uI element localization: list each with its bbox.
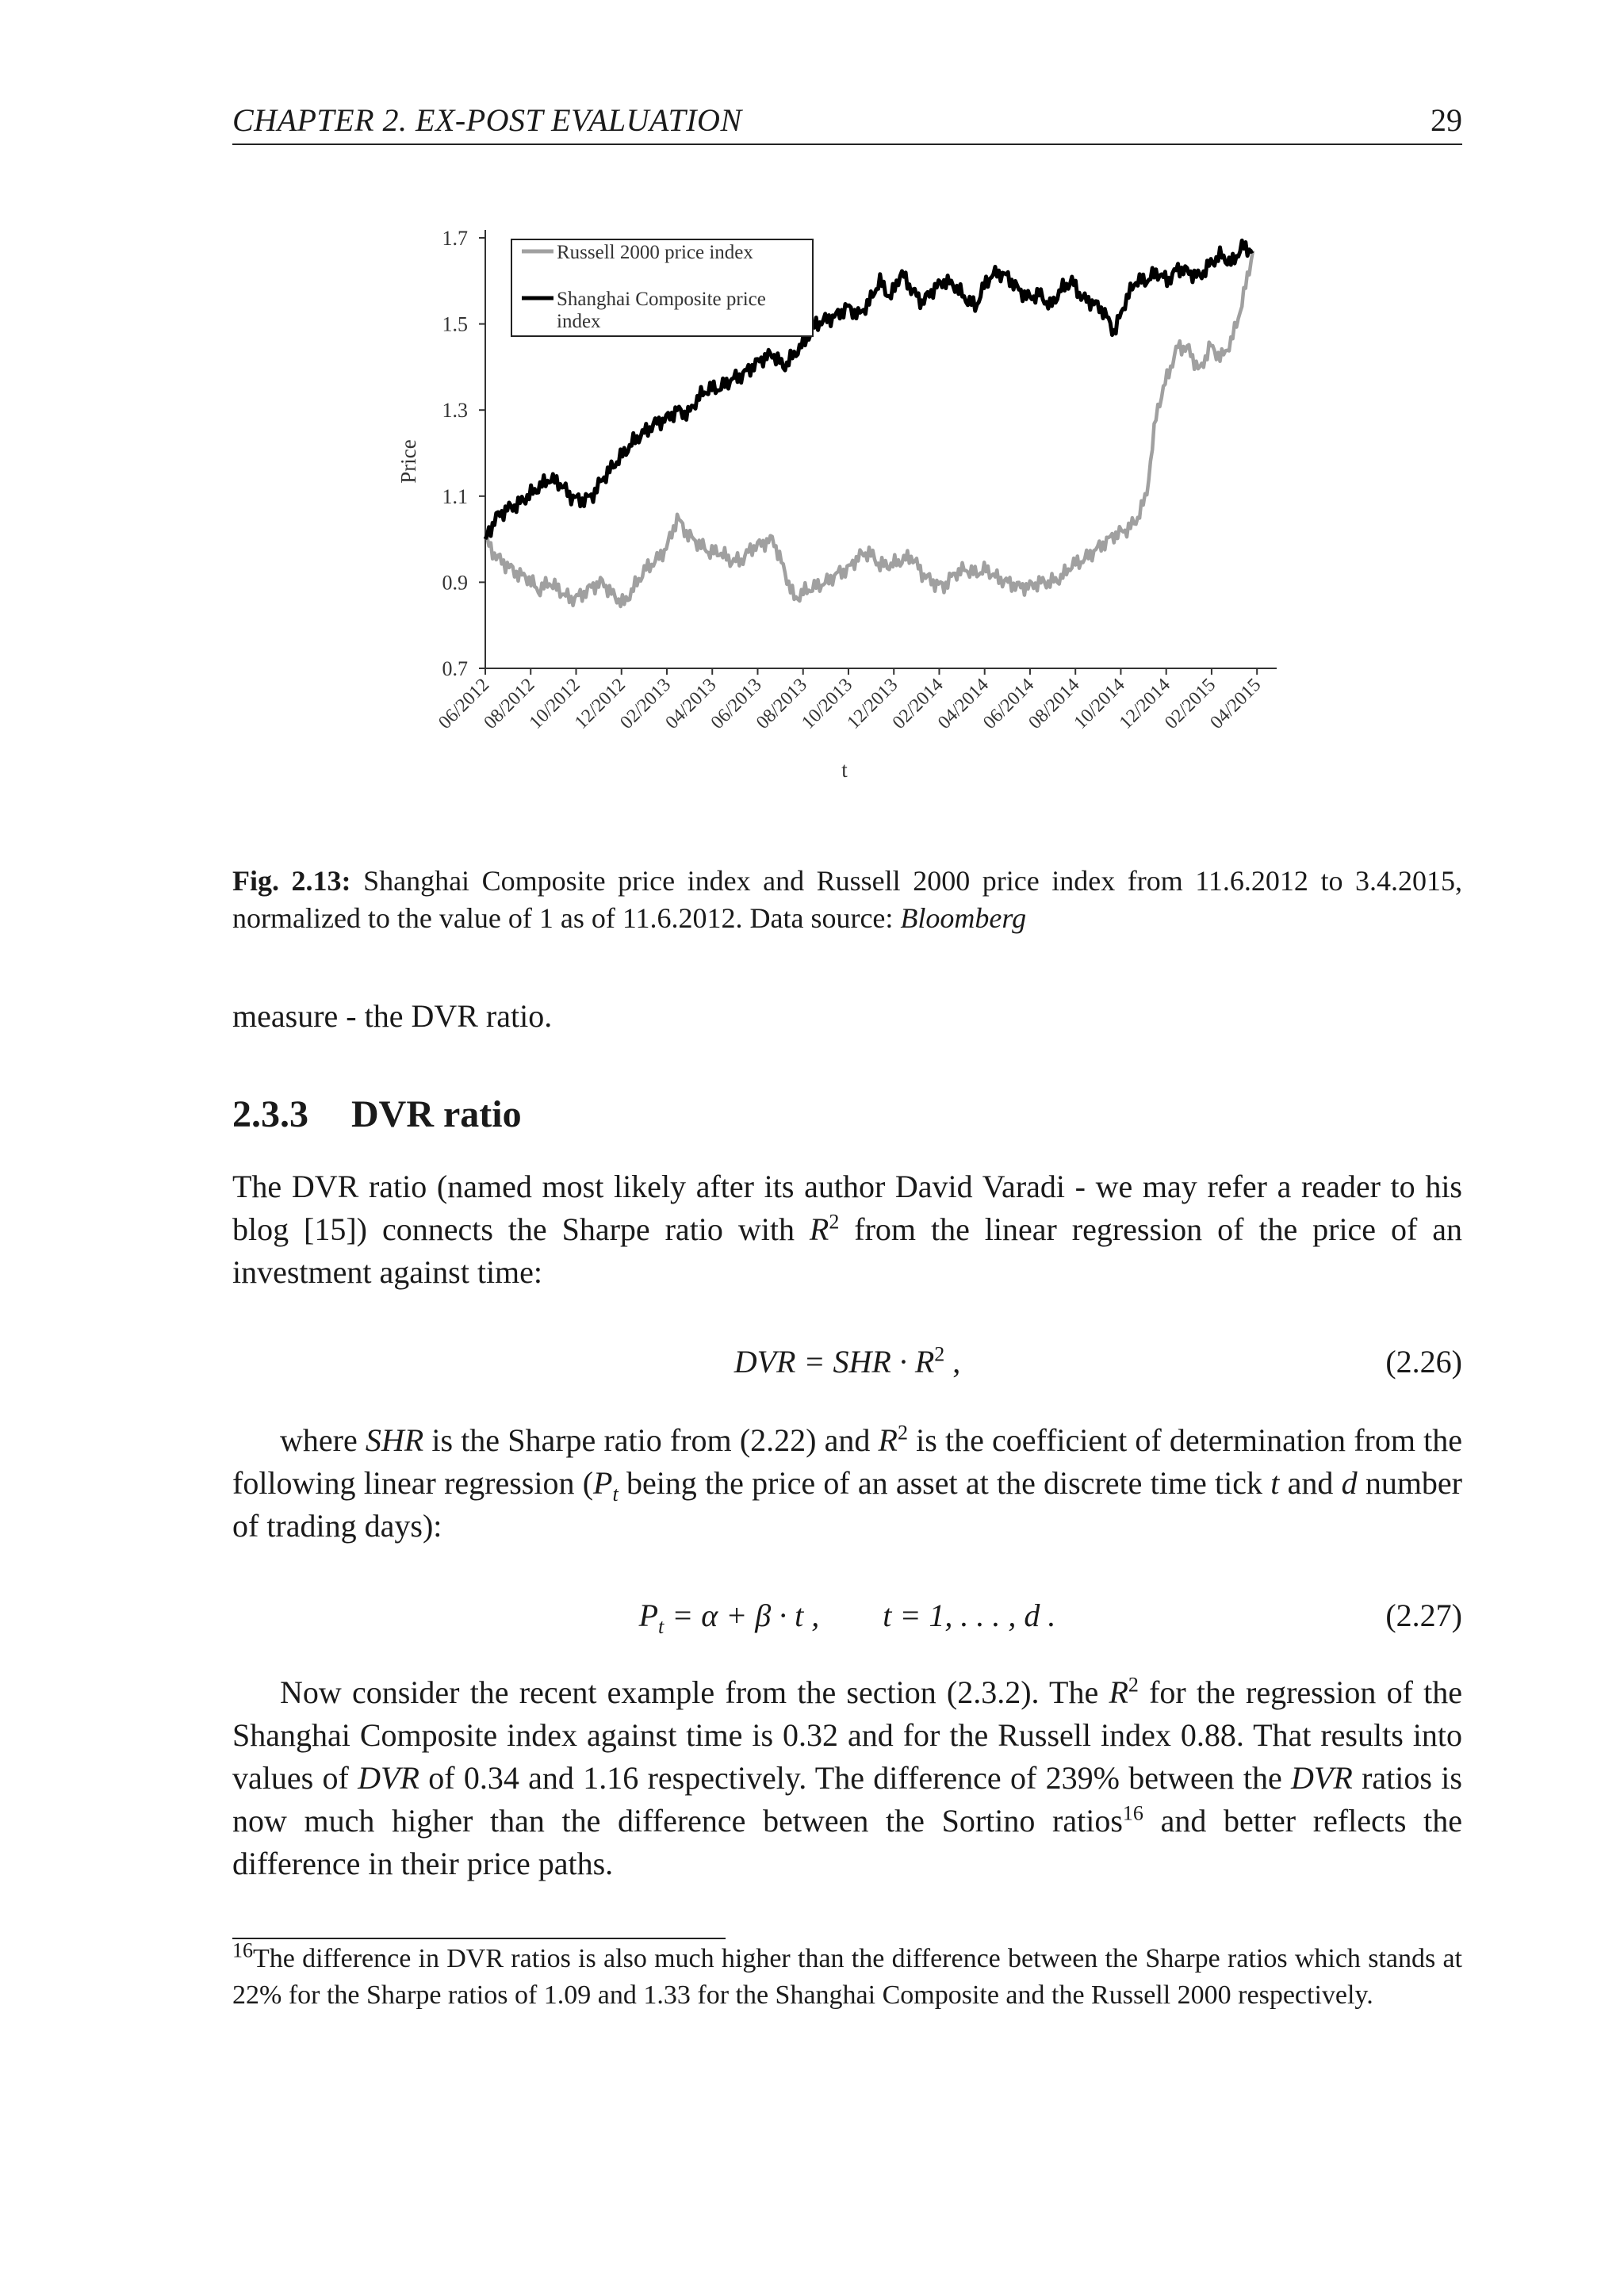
footnote xyxy=(232,1938,1462,2014)
x-tick-label: 12/2013 xyxy=(843,674,902,733)
section-title: DVR ratio xyxy=(351,1093,522,1135)
legend-label-shanghai: Shanghai Composite price index xyxy=(557,289,766,332)
price-index-chart xyxy=(381,222,1300,809)
equation-number: (2.27) xyxy=(1385,1598,1462,1633)
x-tick-label: 02/2013 xyxy=(616,674,676,733)
x-tick-label: 02/2015 xyxy=(1161,674,1220,733)
x-tick-label: 04/2015 xyxy=(1206,674,1266,733)
running-header: CHAPTER 2. EX-POST EVALUATION xyxy=(232,102,742,138)
paragraph-intro: The DVR ratio (named most likely after its author David Varadi - we may refer a reader to his blog [15]) connects the Sharpe ratio with $R^2$ from the linear regression of the price of an investment against time: xyxy=(232,1169,1463,1290)
section-number: 2.3.3 xyxy=(232,1093,308,1135)
equation-2-26: DVR = SHR · $R^2$ , (2.26) xyxy=(733,1342,1462,1380)
x-axis xyxy=(435,668,1277,733)
x-tick-label: 06/2013 xyxy=(707,674,766,733)
x-tick-label: 10/2013 xyxy=(798,674,857,733)
y-axis xyxy=(442,227,486,680)
y-tick-label: 0.9 xyxy=(442,571,468,595)
y-tick-label: 1.1 xyxy=(442,484,468,508)
paragraph-definition: where SHR is the Sharpe ratio from (2.22) and $R^2$ is the coefficient of determination from the following linear regression ($P_t$ being the price of an asset at the discrete time tick t and d number of trading days): xyxy=(232,1421,1463,1544)
footnote-text: The difference in DVR ratios is also much higher than the difference between the Sharpe ratios which stands at 22% for the Sharpe ratios of 1.09 and 1.33 for the Shanghai Composite and the Russell 2000 respectively. xyxy=(232,1944,1462,2010)
y-tick-label: 1.3 xyxy=(442,399,468,423)
x-tick-label: 08/2013 xyxy=(752,674,811,733)
x-tick-label: 10/2012 xyxy=(525,674,584,733)
paragraph-example: Now consider the recent example from the section (2.3.2). The $R^2$ for the regression of the Shanghai Composite index against time is 0.32 and for the Russell index 0.88. That results into values of DVR of 0.34 and 1.16 respectively. The difference of 239% between the DVR ratios is now much higher than the difference between the Sortino ratios$^{16}$ and better reflects the difference in their price paths. xyxy=(232,1673,1463,1881)
x-tick-label: 08/2012 xyxy=(480,674,539,733)
header-rule xyxy=(232,144,1462,145)
x-tick-label: 02/2014 xyxy=(888,674,948,733)
carryover-line: measure - the DVR ratio. xyxy=(232,998,553,1034)
x-tick-label: 12/2014 xyxy=(1115,674,1174,733)
caption-label: Fig. 2.13: xyxy=(232,865,351,897)
y-axis-label: Price xyxy=(396,439,420,484)
x-tick-label: 04/2013 xyxy=(661,674,721,733)
section-heading xyxy=(232,1093,522,1136)
page-number: 29 xyxy=(1431,102,1462,138)
x-tick-label: 12/2012 xyxy=(570,674,630,733)
legend-label-russell: Russell 2000 price index xyxy=(557,242,753,263)
equation-number: (2.26) xyxy=(1385,1344,1462,1380)
x-axis-label: t xyxy=(841,758,848,782)
chart-legend xyxy=(511,239,813,336)
figure-caption xyxy=(232,863,1462,937)
x-tick-label: 06/2014 xyxy=(979,674,1039,733)
caption-source: Bloomberg xyxy=(900,902,1027,934)
equation-2-27: $P_t = \alpha + \beta \cdot t$ , t = 1, . . . , d . (2.27) xyxy=(638,1598,1462,1638)
x-tick-label: 06/2012 xyxy=(435,674,494,733)
y-tick-label: 0.7 xyxy=(442,657,468,680)
x-tick-label: 08/2014 xyxy=(1025,674,1084,733)
y-tick-label: 1.5 xyxy=(442,312,468,336)
y-tick-label: 1.7 xyxy=(442,227,468,250)
footnote-mark: 16 xyxy=(232,1938,253,1962)
caption-text: Shanghai Composite price index and Russell 2000 price index from 11.6.2012 to 3.4.2015, normalized to the value of 1 as of 11.6.2012. Data source: xyxy=(232,865,1463,934)
x-tick-label: 10/2014 xyxy=(1070,674,1129,733)
x-tick-label: 04/2014 xyxy=(933,674,993,733)
footnote-rule xyxy=(232,1938,726,1939)
